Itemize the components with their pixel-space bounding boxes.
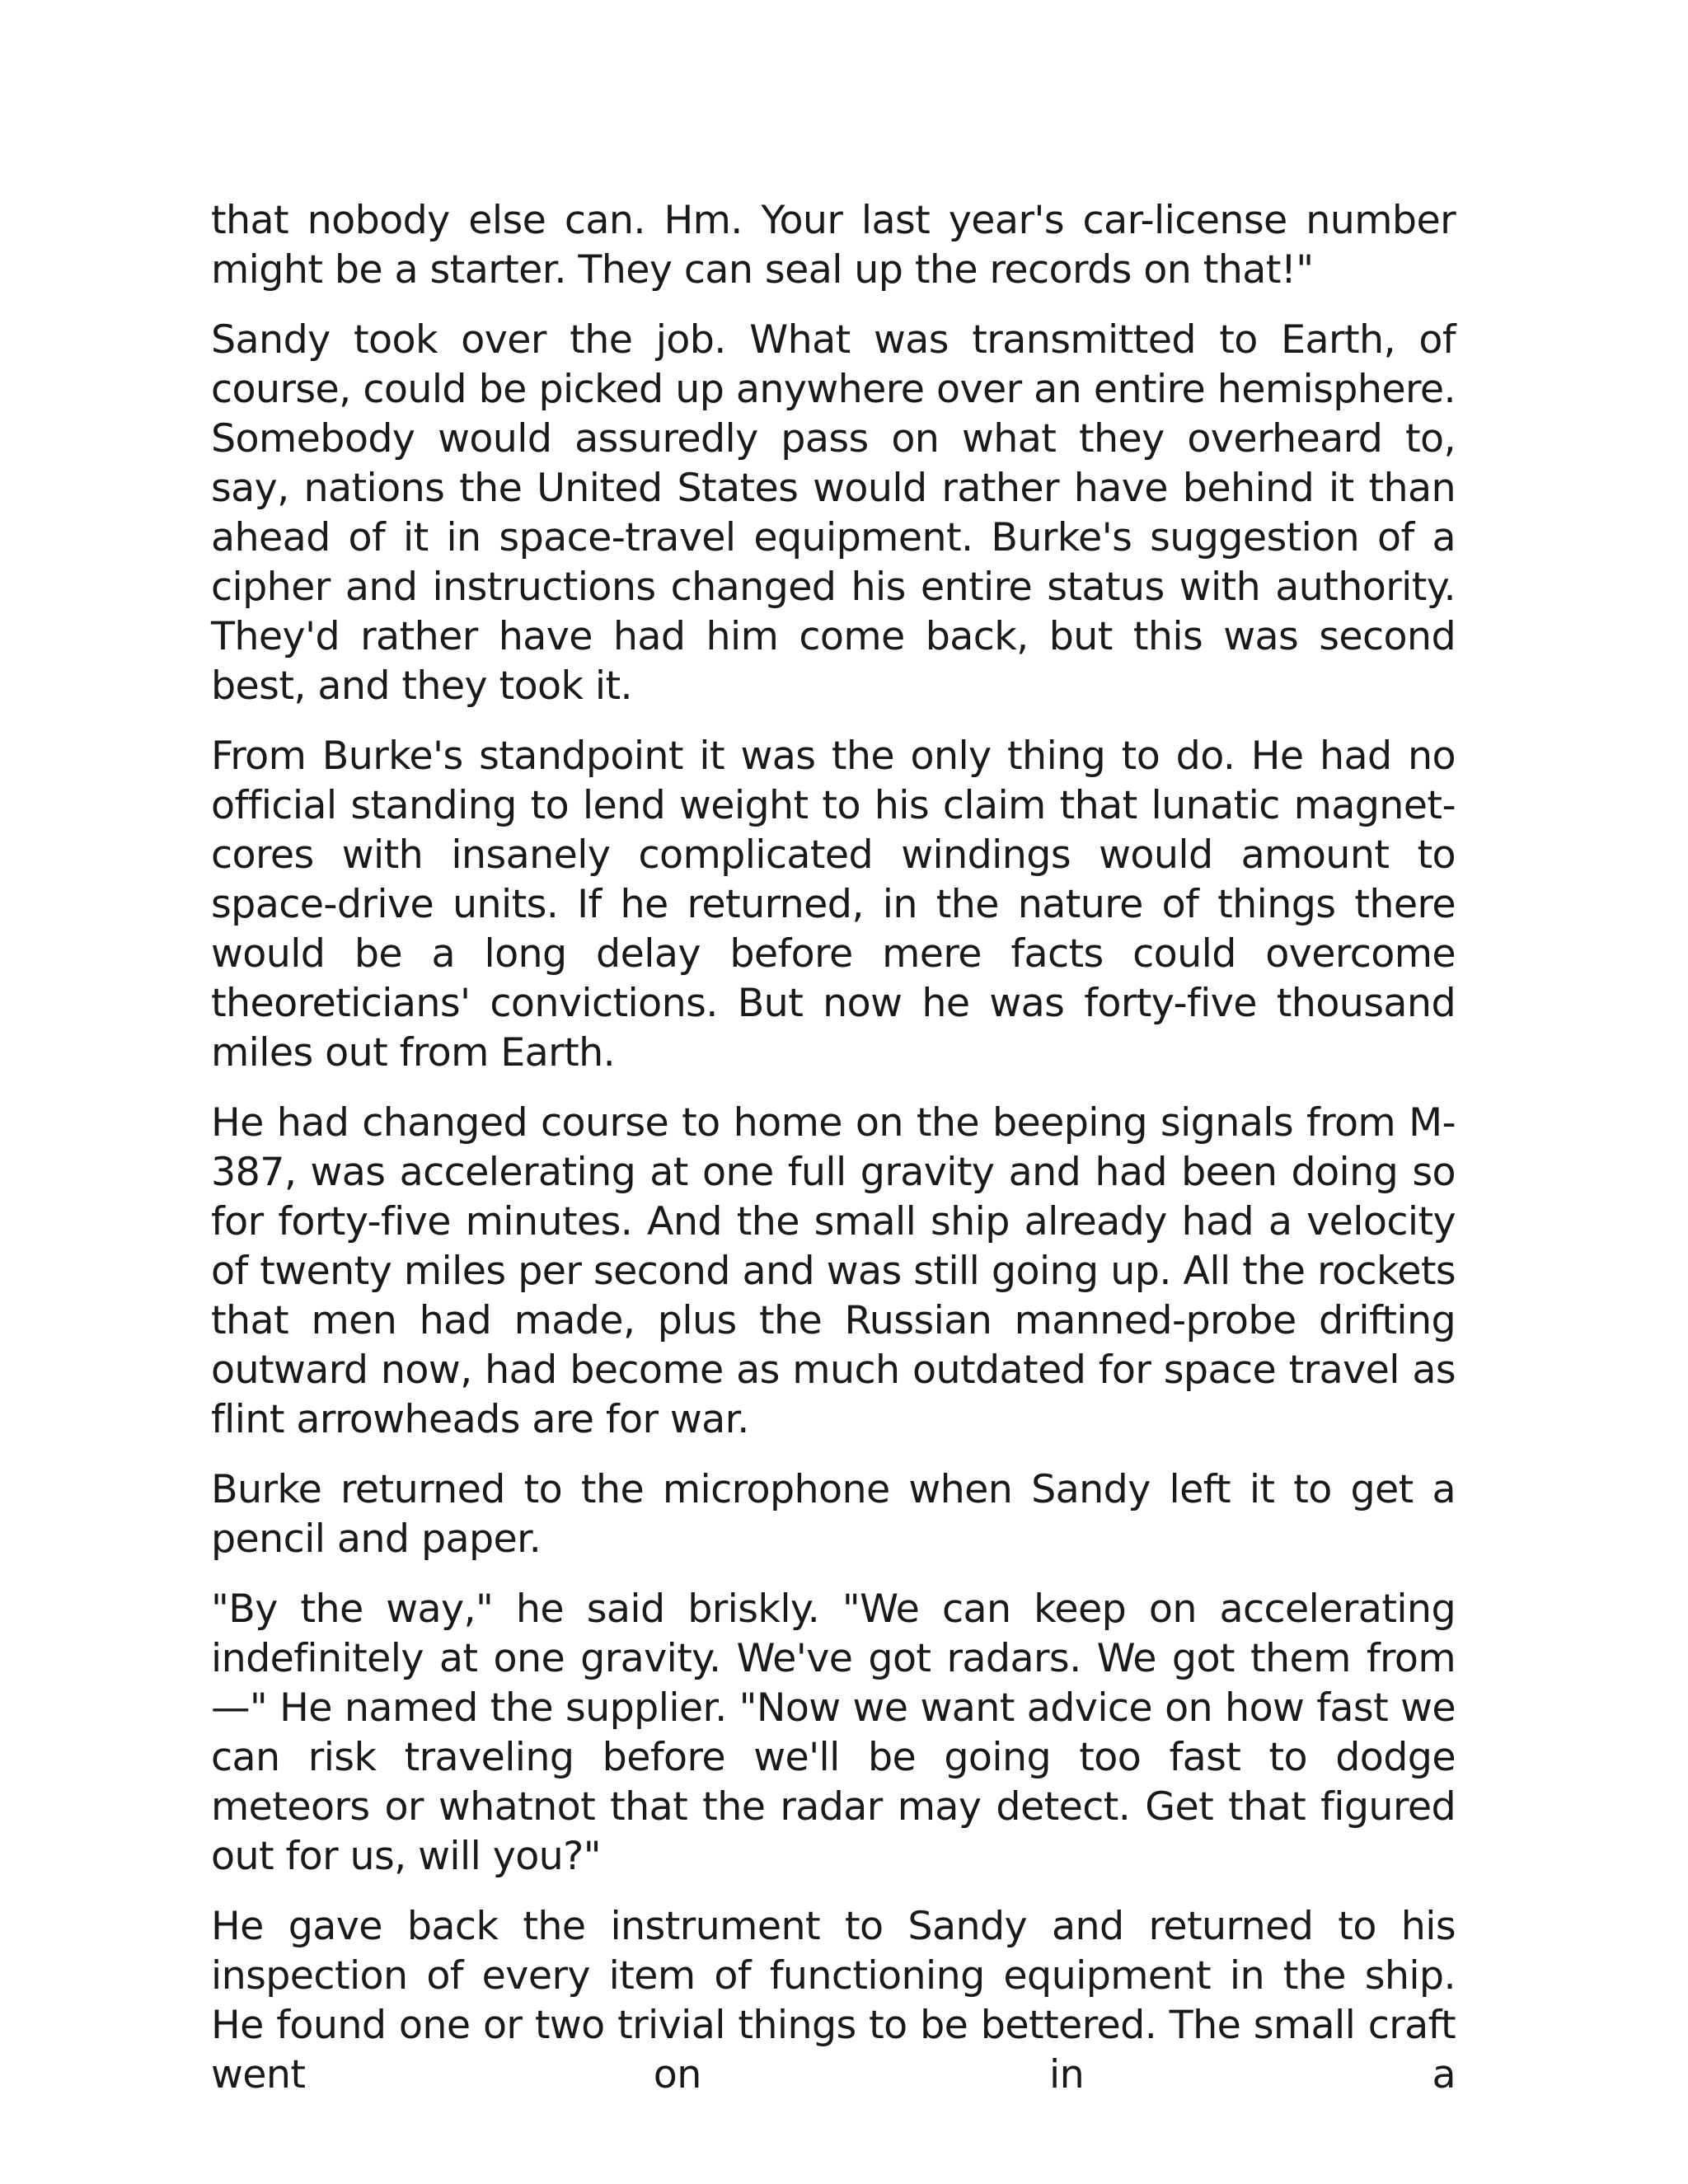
paragraph-4: He had changed course to home on the beeping signals from M-387, was accelerating at one full gravity and had been doing so for forty-five minutes. And the small ship already had a velocity of twenty miles per second and was still going up. All the rockets that men had made, plus the Russian manned-probe drifting outward now, had become as much outdated for space travel as flint arrowheads are for war.: [211, 1100, 1456, 1442]
paragraph-2: Sandy took over the job. What was transmitted to Earth, of course, could be picked up anywhere over an entire hemisphere. Somebody would assuredly pass on what they overheard to, say, nations the United States would rather have behind it than ahead of it in space-travel equipment. Burke's suggestion of a cipher and instructions changed his entire status with authority. They'd rather have had him come back, but this was second best, and they took it.: [211, 317, 1456, 709]
paragraph-1: that nobody else can. Hm. Your last year's car-license number might be a starter. They can seal up the records on that!": [211, 198, 1456, 293]
paragraph-7: He gave back the instrument to Sandy and returned to his inspection of every item of functioning equipment in the ship. He found one or two trivial things to be bettered. The small craft went on in a: [211, 1904, 1456, 2097]
paragraph-5: Burke returned to the microphone when Sandy left it to get a pencil and paper.: [211, 1467, 1456, 1562]
paragraph-3: From Burke's standpoint it was the only thing to do. He had no official standing to lend weight to his claim that lunatic magnet-cores with insanely complicated windings would amount to space-drive units. If he returned, in the nature of things there would be a long delay before mere facts could overcome theoreticians' convictions. But now he was forty-five thousand miles out from Earth.: [211, 733, 1456, 1076]
document-page: [211, 196, 1456, 2121]
paragraph-6: "By the way," he said briskly. "We can keep on accelerating indefinitely at one gravity. We've got radars. We got them from—" He named the supplier. "Now we want advice on how fast we can risk traveling before we'll be going too fast to dodge meteors or whatnot that the radar may detect. Get that figured out for us, will you?": [211, 1586, 1456, 1879]
